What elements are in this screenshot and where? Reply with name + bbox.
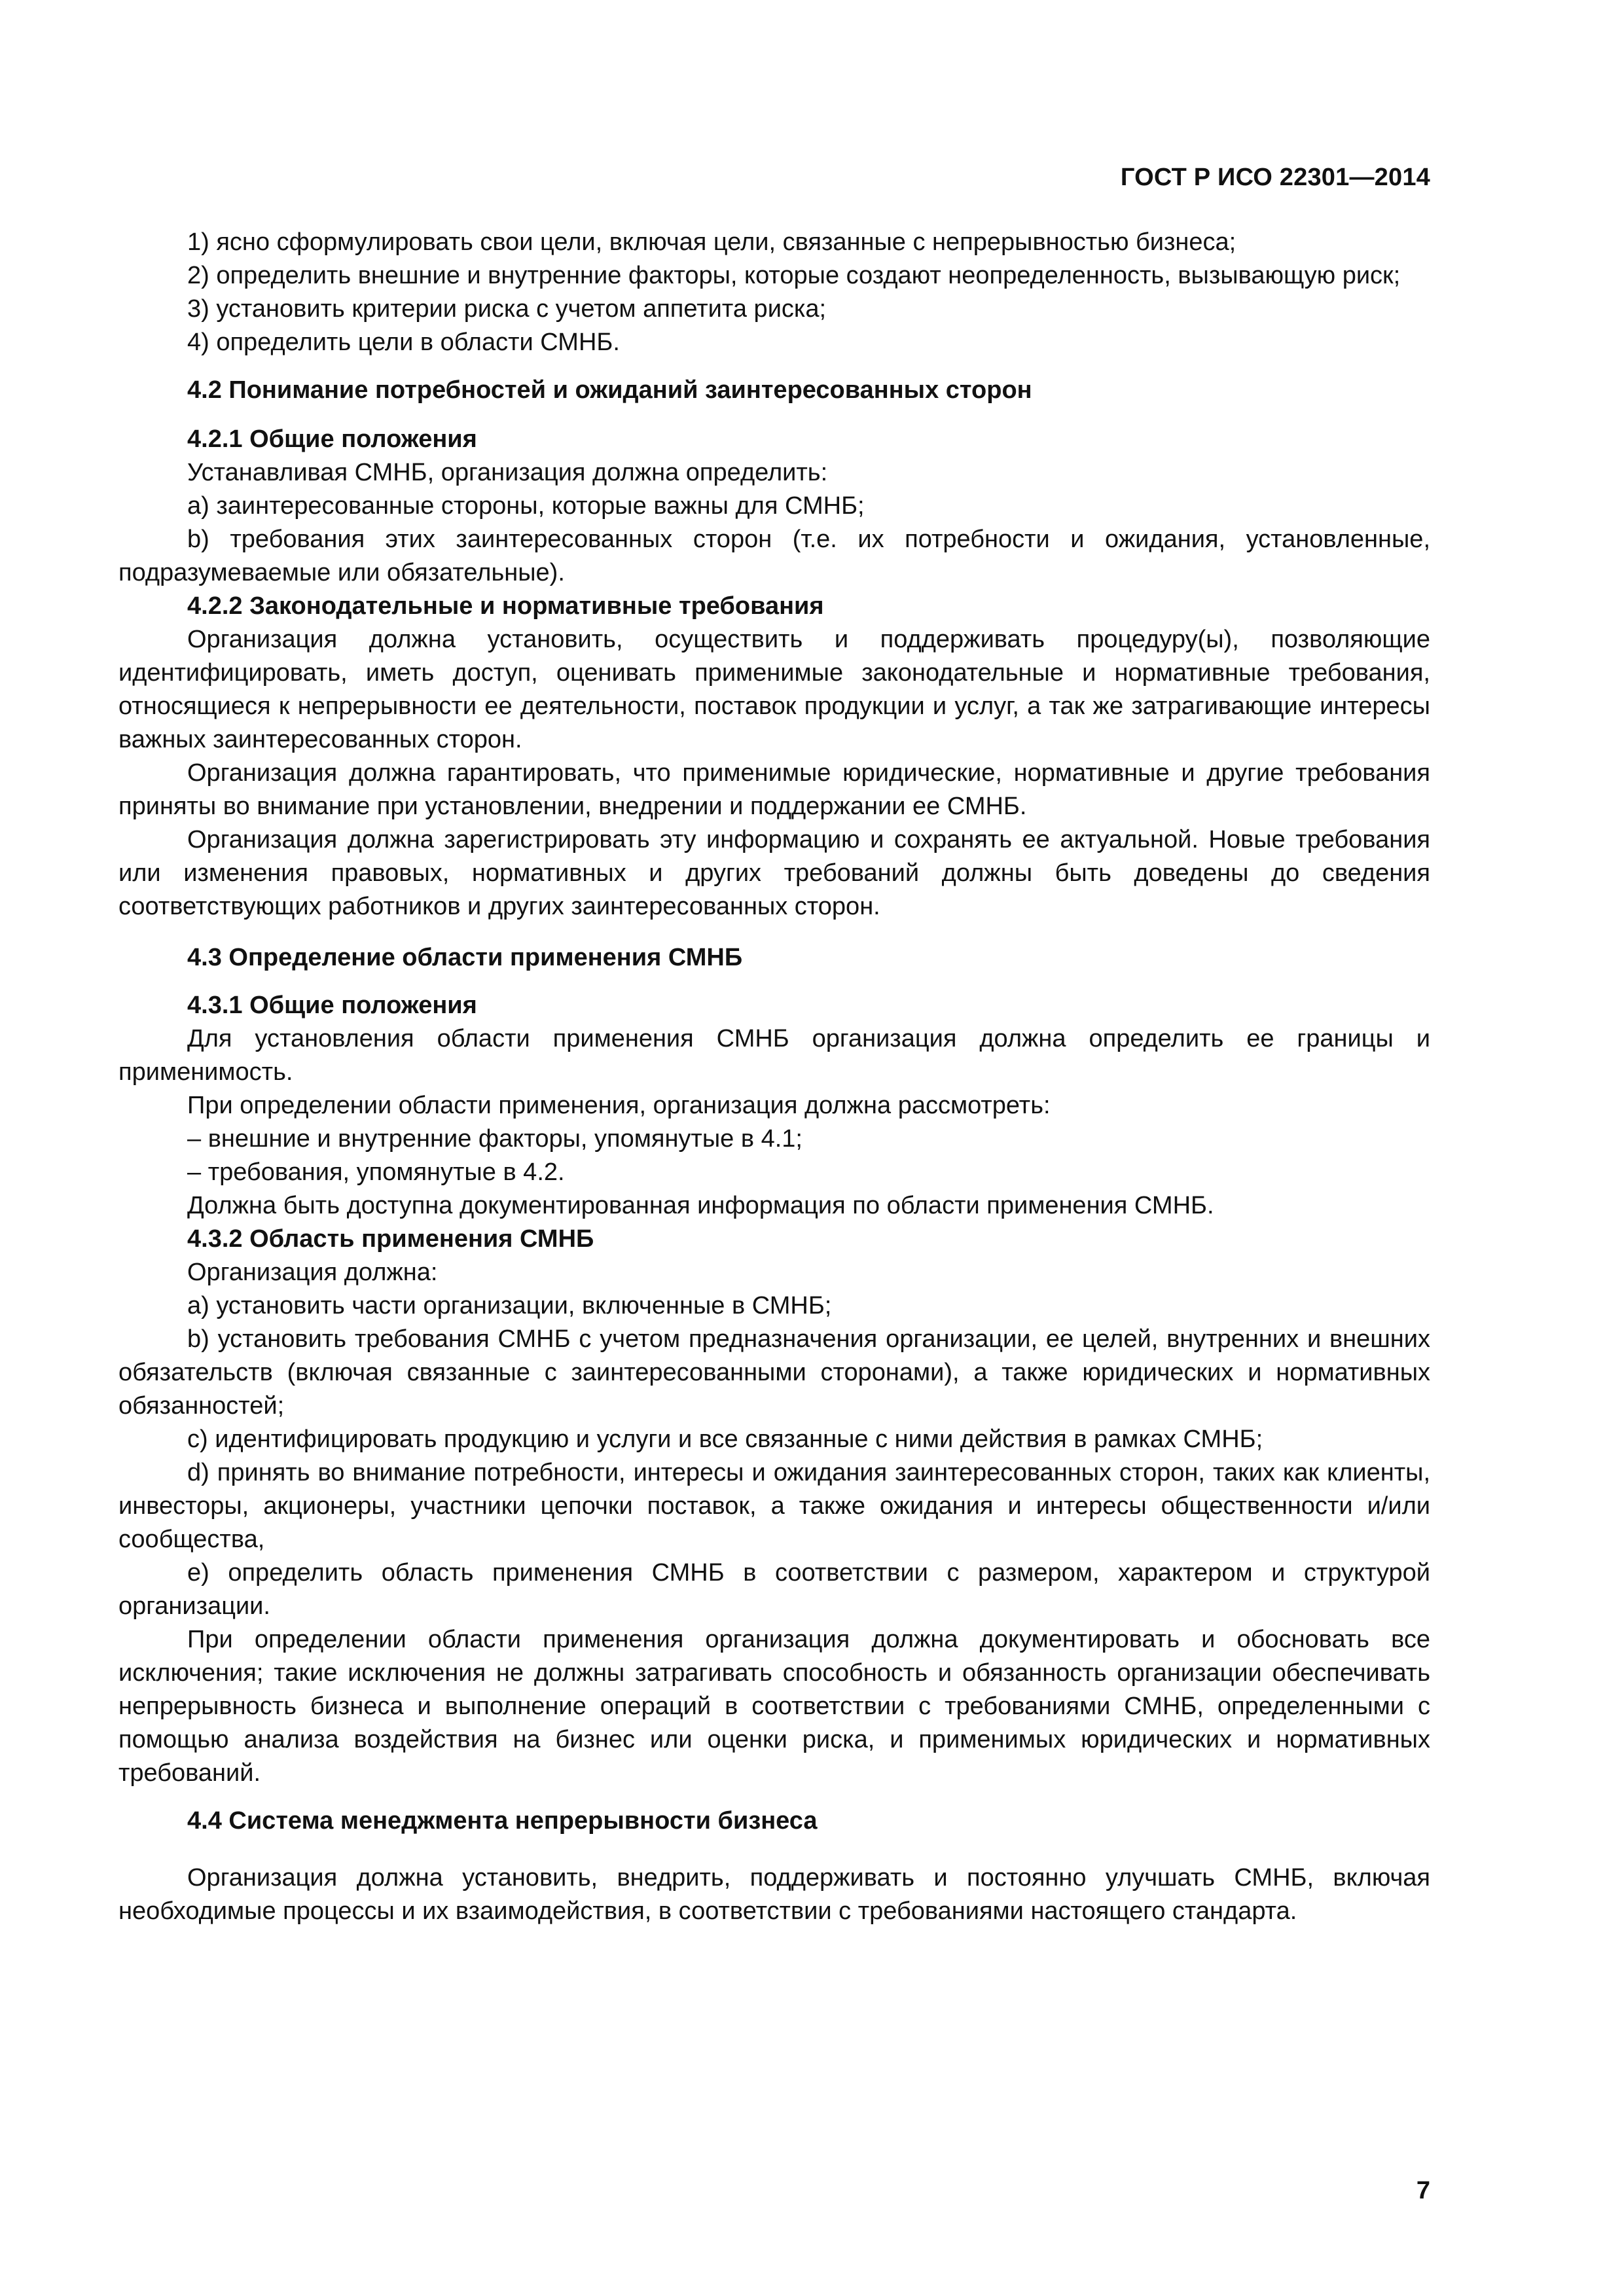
section-heading-4-3: 4.3 Определение области применения СМНБ [187, 944, 743, 971]
document-code-header: ГОСТ Р ИСО 22301—2014 [1120, 164, 1430, 191]
paragraph-4-4-bcms: Организация должна установить, внедрить, поддерживать и постоянно улучшать СМНБ, включая необходимые процессы и их взаимодействия, в соответствии с требованиями настоящего стандарта. [118, 1864, 1430, 1925]
list-item-4-3-2-c: c) идентифицировать продукцию и услуги и все связанные с ними действия в рамках СМНБ; [187, 1426, 1263, 1453]
paragraph-4-3-2-intro: Организация должна: [187, 1259, 438, 1286]
list-item-4-3-2-d: d) принять во внимание потребности, интересы и ожидания заинтересованных сторон, таких как клиенты, инвесторы, акционеры, участники цепочки поставок, а также ожидания и интересы общественности и/или сообщества, [118, 1459, 1430, 1553]
subsection-heading-4-2-1: 4.2.1 Общие положения [187, 425, 477, 453]
paragraph-4-2-2-procedures: Организация должна установить, осуществить и поддерживать процедуру(ы), позволяющие идентифицировать, иметь доступ, оценивать применимые законодательные и нормативные требования, относящиеся к непрерывности ее деятельности, поставок продукции и услуг, а так же затрагивающие интересы важных заинтересованных сторон. [118, 626, 1430, 753]
subsection-heading-4-3-2: 4.3.2 Область применения СМНБ [187, 1225, 594, 1253]
list-item-4-3-2-b: b) установить требования СМНБ с учетом предназначения организации, ее целей, внутренних и внешних обязательств (включая связанные с заинтересованными сторонами), а также юридических и нормативных обязанностей; [118, 1325, 1430, 1420]
paragraph-4-2-2-register: Организация должна зарегистрировать эту информацию и сохранять ее актуальной. Новые требования или изменения правовых, нормативных и других требований должны быть доведены до сведения соответствующих работников и других заинтересованных сторон. [118, 826, 1430, 920]
paragraph-4-3-1-boundaries: Для установления области применения СМНБ организация должна определить ее границы и применимость. [118, 1025, 1430, 1086]
paragraph-4-2-2-guarantee: Организация должна гарантировать, что применимые юридические, нормативные и другие требования приняты во внимание при установлении, внедрении и поддержании ее СМНБ. [118, 759, 1430, 820]
list-item-4-2-1-b: b) требования этих заинтересованных сторон (т.е. их потребности и ожидания, установленные, подразумеваемые или обязательные). [118, 526, 1430, 586]
page-number: 7 [1416, 2177, 1430, 2204]
paragraph-4-3-1-consider: При определении области применения, организация должна рассмотреть: [187, 1092, 1051, 1119]
list-item-4-3-1-requirements: – требования, упомянутые в 4.2. [187, 1158, 565, 1186]
list-item-4-3-2-e: e) определить область применения СМНБ в соответствии с размером, характером и структурой организации. [118, 1559, 1430, 1620]
paragraph-objective-3: 3) установить критерии риска с учетом аппетита риска; [187, 295, 827, 323]
subsection-heading-4-3-1: 4.3.1 Общие положения [187, 992, 477, 1019]
paragraph-4-3-2-exclusions: При определении области применения организация должна документировать и обосновать все исключения; такие исключения не должны затрагивать способность и обязанность организации обеспечивать непрерывность бизнеса и выполнение операций в соответствии с требованиями СМНБ, определенными с помощью анализа воздействия на бизнес или оценки риска, и применимых юридических и нормативных требований. [118, 1626, 1430, 1787]
section-heading-4-2: 4.2 Понимание потребностей и ожиданий заинтересованных сторон [187, 376, 1032, 404]
document-body [118, 226, 1430, 1928]
paragraph-objective-1: 1) ясно сформулировать свои цели, включая цели, связанные с непрерывностью бизнеса; [187, 228, 1236, 256]
paragraph-4-3-1-documented: Должна быть доступна документированная информация по области применения СМНБ. [187, 1192, 1214, 1219]
paragraph-4-2-1-intro: Устанавливая СМНБ, организация должна определить: [187, 459, 828, 486]
list-item-4-2-1-a: a) заинтересованные стороны, которые важны для СМНБ; [187, 492, 865, 520]
subsection-heading-4-2-2: 4.2.2 Законодательные и нормативные требования [187, 592, 824, 620]
section-heading-4-4: 4.4 Система менеджмента непрерывности бизнеса [187, 1807, 818, 1835]
list-item-4-3-1-factors: – внешние и внутренние факторы, упомянутые в 4.1; [187, 1125, 803, 1153]
paragraph-objective-4: 4) определить цели в области СМНБ. [187, 329, 620, 356]
paragraph-objective-2: 2) определить внешние и внутренние факторы, которые создают неопределенность, вызывающую риск; [187, 262, 1401, 289]
list-item-4-3-2-a: a) установить части организации, включенные в СМНБ; [187, 1292, 832, 1319]
